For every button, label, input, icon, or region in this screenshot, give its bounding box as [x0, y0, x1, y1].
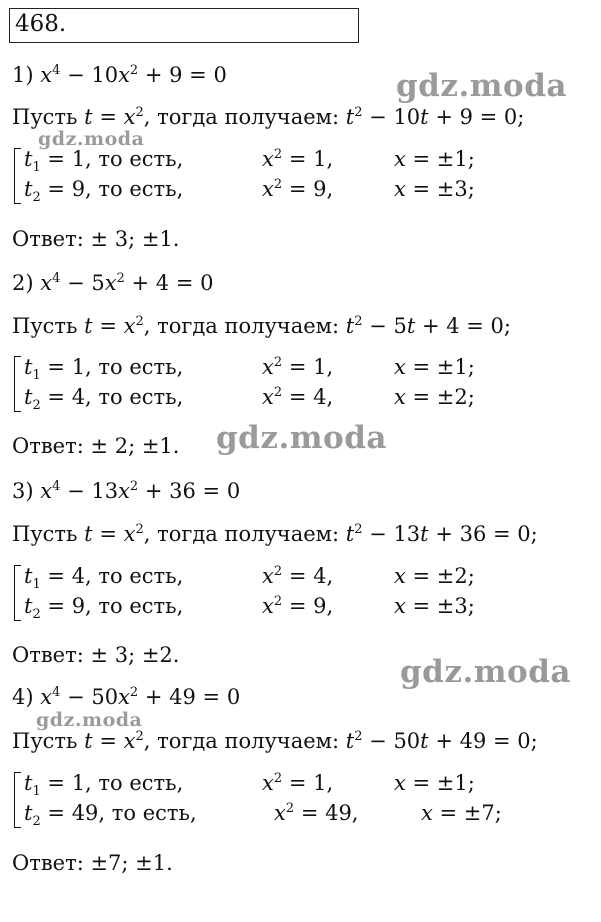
- exponent: 2: [273, 177, 283, 192]
- text: , тогда получаем:: [143, 729, 340, 753]
- variable: t: [24, 385, 33, 409]
- variable: t: [24, 355, 33, 379]
- equation-system: [12, 354, 572, 414]
- text: , тогда получаем:: [143, 105, 340, 129]
- part-label: 3): [12, 479, 34, 503]
- answer-line: Ответ: ± 2; ±1.: [12, 434, 180, 458]
- term: + 9 = 0: [144, 63, 227, 87]
- operator: =: [99, 314, 117, 338]
- subscript: 1: [32, 368, 41, 383]
- term: + 36 = 0: [144, 479, 241, 503]
- value: = 9, то есть,: [47, 177, 184, 201]
- value: = 9,: [288, 594, 334, 618]
- exponent: 2: [129, 685, 139, 700]
- text: Пусть: [12, 729, 78, 753]
- root: [394, 146, 475, 172]
- watermark: gdz.moda: [400, 654, 571, 690]
- watermark: gdz.moda: [396, 68, 567, 104]
- system-bracket: [14, 148, 21, 204]
- part-label: 1): [12, 63, 34, 87]
- subscript: 1: [32, 577, 41, 592]
- variable: x: [40, 271, 53, 295]
- substitution-line: [12, 104, 524, 130]
- exponent: 2: [354, 314, 363, 329]
- variable: x: [123, 522, 136, 546]
- value: = ±1;: [412, 147, 475, 171]
- answer-line: Ответ: ±7; ±1.: [12, 851, 173, 875]
- variable: t: [84, 105, 93, 129]
- square-equation: [262, 146, 333, 172]
- value: = 1,: [288, 771, 334, 795]
- term: + 36 = 0;: [435, 522, 538, 546]
- variable: t: [420, 729, 429, 753]
- variable: t: [24, 801, 33, 825]
- problem-number: 468.: [15, 11, 67, 37]
- answer-line: Ответ: ± 3; ±2.: [12, 643, 180, 667]
- subscript: 2: [32, 398, 41, 413]
- variable: x: [118, 685, 130, 709]
- variable: t: [24, 594, 33, 618]
- substitution-line: [12, 728, 538, 754]
- square-equation: [262, 176, 333, 202]
- exponent: 4: [52, 479, 61, 494]
- equation-system: [12, 770, 572, 830]
- exponent: 2: [129, 63, 139, 78]
- exponent: 2: [135, 729, 144, 744]
- value: = 4, то есть,: [47, 385, 184, 409]
- variable: x: [262, 147, 274, 171]
- exponent: 2: [273, 771, 283, 786]
- system-bracket: [14, 772, 21, 828]
- subscript: 2: [32, 814, 41, 829]
- text: , тогда получаем:: [143, 522, 340, 546]
- text: , тогда получаем:: [143, 314, 340, 338]
- root: [394, 770, 475, 796]
- variable: t: [84, 314, 93, 338]
- value: = 1, то есть,: [47, 147, 184, 171]
- term: + 9 = 0;: [435, 105, 525, 129]
- exponent: 4: [52, 271, 61, 286]
- value: = 4,: [288, 385, 334, 409]
- root: [421, 800, 502, 826]
- variable: x: [123, 314, 136, 338]
- term: + 49 = 0: [144, 685, 241, 709]
- value: = ±7;: [439, 801, 502, 825]
- variable: x: [274, 801, 286, 825]
- substitution-line: [12, 313, 511, 339]
- variable: t: [24, 564, 33, 588]
- system-bracket: [14, 565, 21, 621]
- part-label: 2): [12, 271, 34, 295]
- substitution-value: [24, 563, 183, 593]
- equation-line: [12, 62, 227, 88]
- variable: x: [394, 385, 406, 409]
- value: = 4,: [288, 564, 334, 588]
- equation-line: [12, 478, 240, 504]
- exponent: 2: [273, 147, 283, 162]
- variable: x: [394, 771, 406, 795]
- variable: x: [262, 177, 274, 201]
- variable: t: [420, 105, 429, 129]
- substitution-value: [24, 800, 197, 830]
- variable: x: [123, 105, 136, 129]
- substitution-line: [12, 521, 538, 547]
- exponent: 2: [116, 271, 125, 286]
- term: − 10: [67, 63, 119, 87]
- value: = ±1;: [412, 771, 475, 795]
- exponent: 2: [273, 355, 283, 370]
- equation-line: [12, 270, 213, 296]
- exponent: 2: [129, 479, 139, 494]
- variable: t: [24, 771, 33, 795]
- exponent: 4: [52, 63, 61, 78]
- text: Пусть: [12, 522, 78, 546]
- variable: x: [104, 271, 117, 295]
- root: [394, 176, 475, 202]
- term: + 4 = 0: [131, 271, 214, 295]
- value: = 9, то есть,: [47, 594, 184, 618]
- exponent: 2: [135, 105, 144, 120]
- term: − 50: [369, 729, 421, 753]
- square-equation: [274, 800, 358, 826]
- substitution-value: [24, 770, 183, 800]
- variable: x: [262, 564, 274, 588]
- value: = 1,: [288, 147, 334, 171]
- root: [394, 384, 475, 410]
- square-equation: [262, 770, 333, 796]
- substitution-value: [24, 146, 183, 176]
- subscript: 2: [32, 607, 41, 622]
- variable: t: [84, 522, 93, 546]
- root: [394, 563, 475, 589]
- variable: x: [40, 685, 53, 709]
- square-equation: [262, 384, 333, 410]
- operator: =: [99, 729, 117, 753]
- substitution-value: [24, 593, 183, 623]
- exponent: 2: [285, 801, 295, 816]
- value: = ±2;: [412, 564, 475, 588]
- value: = ±1;: [412, 355, 475, 379]
- exponent: 2: [135, 314, 144, 329]
- variable: t: [420, 522, 429, 546]
- root: [394, 354, 475, 380]
- operator: =: [99, 105, 117, 129]
- answer-line: Ответ: ± 3; ±1.: [12, 227, 180, 251]
- substitution-value: [24, 176, 183, 206]
- value: = ±2;: [412, 385, 475, 409]
- exponent: 4: [52, 685, 61, 700]
- term: + 4 = 0;: [421, 314, 511, 338]
- watermark: gdz.moda: [38, 128, 145, 150]
- system-bracket: [14, 356, 21, 412]
- equation-system: [12, 563, 572, 623]
- variable: x: [394, 355, 406, 379]
- exponent: 2: [135, 522, 144, 537]
- variable: t: [406, 314, 416, 338]
- exponent: 2: [354, 105, 363, 120]
- variable: x: [40, 63, 53, 87]
- value: = 1,: [288, 355, 334, 379]
- variable: t: [345, 522, 355, 546]
- part-label: 4): [12, 685, 34, 709]
- text: Пусть: [12, 105, 78, 129]
- exponent: 2: [354, 522, 363, 537]
- watermark: gdz.moda: [216, 420, 387, 456]
- variable: x: [123, 729, 136, 753]
- variable: x: [40, 479, 53, 503]
- variable: t: [345, 105, 355, 129]
- value: = 1, то есть,: [47, 355, 184, 379]
- subscript: 1: [32, 160, 41, 175]
- variable: x: [262, 594, 274, 618]
- square-equation: [262, 563, 333, 589]
- variable: x: [394, 147, 406, 171]
- value: = 49,: [300, 801, 359, 825]
- text: Пусть: [12, 314, 78, 338]
- root: [394, 593, 475, 619]
- variable: x: [262, 355, 274, 379]
- exponent: 2: [354, 729, 363, 744]
- subscript: 1: [32, 784, 41, 799]
- variable: t: [24, 177, 33, 201]
- square-equation: [262, 354, 333, 380]
- value: = 49, то есть,: [47, 801, 197, 825]
- term: − 5: [369, 314, 407, 338]
- variable: x: [118, 63, 130, 87]
- value: = 4, то есть,: [47, 564, 184, 588]
- value: = ±3;: [412, 594, 475, 618]
- variable: t: [345, 729, 355, 753]
- variable: t: [84, 729, 93, 753]
- watermark: gdz.moda: [36, 709, 143, 731]
- equation-system: [12, 146, 572, 206]
- value: = 1, то есть,: [47, 771, 184, 795]
- term: − 13: [369, 522, 421, 546]
- exponent: 2: [273, 564, 283, 579]
- variable: x: [421, 801, 433, 825]
- term: − 50: [67, 685, 119, 709]
- variable: t: [345, 314, 355, 338]
- term: − 5: [67, 271, 105, 295]
- equation-line: [12, 684, 240, 710]
- variable: x: [394, 594, 406, 618]
- exponent: 2: [273, 594, 283, 609]
- square-equation: [262, 593, 333, 619]
- exponent: 2: [273, 385, 283, 400]
- variable: x: [394, 177, 406, 201]
- variable: x: [262, 385, 274, 409]
- substitution-value: [24, 354, 183, 384]
- value: = ±3;: [412, 177, 475, 201]
- problem-number-box: [9, 8, 359, 43]
- term: − 13: [67, 479, 119, 503]
- term: − 10: [369, 105, 421, 129]
- term: + 49 = 0;: [435, 729, 538, 753]
- substitution-value: [24, 384, 183, 414]
- operator: =: [99, 522, 117, 546]
- variable: x: [118, 479, 130, 503]
- subscript: 2: [32, 190, 41, 205]
- variable: x: [262, 771, 274, 795]
- variable: x: [394, 564, 406, 588]
- variable: t: [24, 147, 33, 171]
- value: = 9,: [288, 177, 334, 201]
